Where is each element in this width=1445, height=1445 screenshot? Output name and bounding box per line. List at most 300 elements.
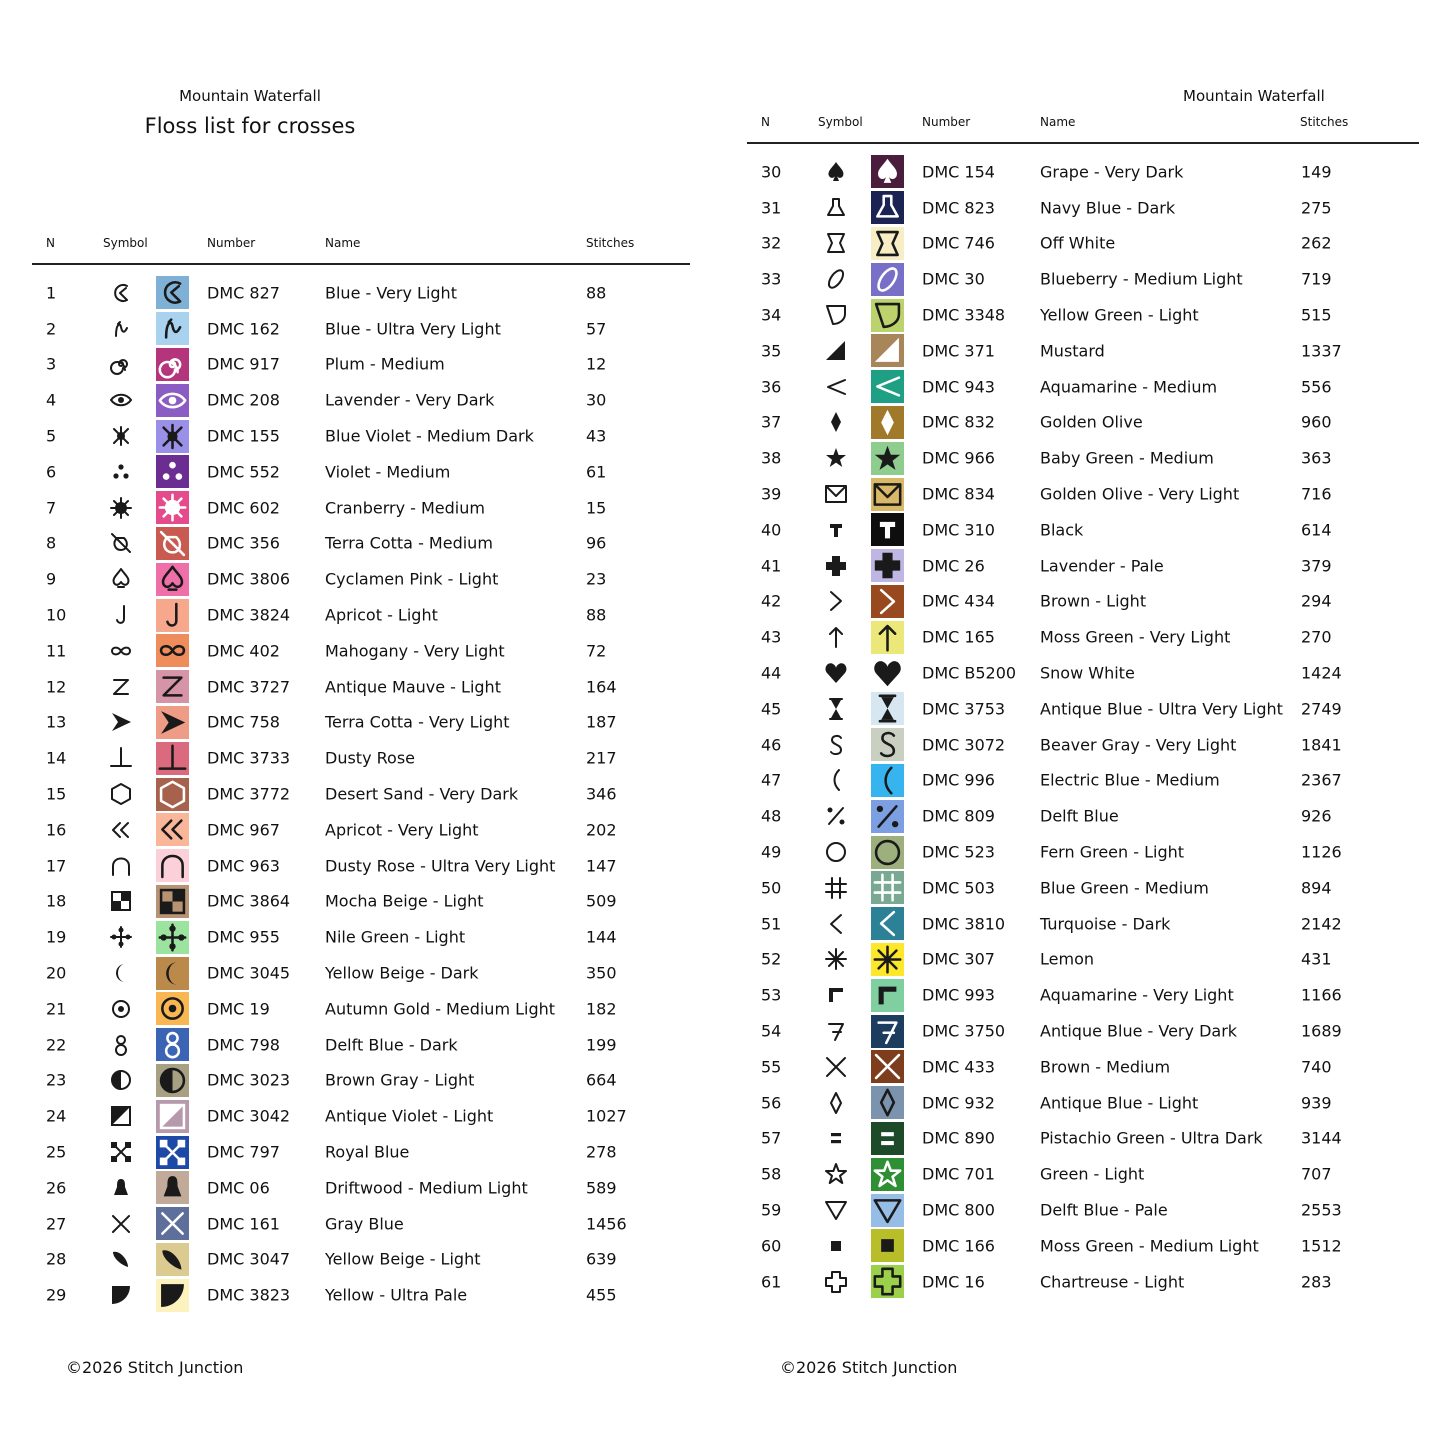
stitch-count: 346 — [586, 784, 617, 804]
floss-name: Navy Blue - Dark — [1040, 198, 1176, 218]
floss-number: DMC 834 — [922, 484, 995, 504]
floss-row — [32, 919, 690, 955]
stitch-count: 431 — [1301, 949, 1332, 969]
floss-name: Brown - Light — [1040, 591, 1147, 611]
bell-icon — [108, 1175, 134, 1201]
row-number: 8 — [46, 533, 57, 553]
stitch-count: 664 — [586, 1070, 617, 1090]
floss-name: Blueberry - Medium Light — [1040, 269, 1243, 289]
floss-name: Brown - Medium — [1040, 1057, 1171, 1077]
color-swatch — [871, 513, 904, 546]
color-swatch — [156, 1100, 189, 1133]
floss-number: DMC 402 — [207, 641, 280, 661]
row-number: 21 — [46, 999, 67, 1019]
arrowhead-right-icon — [108, 709, 134, 735]
floss-number: DMC 993 — [922, 985, 995, 1005]
stitch-count: 57 — [586, 319, 607, 339]
floss-number: DMC 3072 — [922, 735, 1006, 755]
spade-icon — [823, 159, 849, 185]
figure-eight-icon — [108, 1032, 134, 1058]
floss-number: DMC 3047 — [207, 1249, 291, 1269]
floss-name: Snow White — [1040, 663, 1135, 683]
infinity-icon — [108, 638, 134, 664]
floss-row — [32, 347, 690, 383]
stitch-count: 217 — [586, 748, 617, 768]
floss-row — [747, 154, 1419, 190]
floss-row — [32, 1134, 690, 1170]
floss-name: Delft Blue - Pale — [1040, 1200, 1168, 1220]
chevron-right-icon — [823, 588, 849, 614]
floss-name: Desert Sand - Very Dark — [325, 784, 519, 804]
row-number: 12 — [46, 677, 67, 697]
floss-row — [747, 1192, 1419, 1228]
floss-row — [747, 1013, 1419, 1049]
floss-name: Mustard — [1040, 341, 1105, 361]
color-swatch — [871, 1265, 904, 1298]
color-swatch — [871, 871, 904, 904]
floss-number: DMC 06 — [207, 1178, 270, 1198]
floss-name: Moss Green - Medium Light — [1040, 1236, 1259, 1256]
floss-row — [32, 1098, 690, 1134]
floss-row — [32, 490, 690, 526]
color-swatch — [871, 728, 904, 761]
floss-name: Yellow Beige - Light — [325, 1249, 481, 1269]
floss-number: DMC 996 — [922, 770, 995, 790]
col-number: Number — [922, 115, 971, 129]
header-rule — [32, 263, 690, 265]
corner-bracket-icon — [823, 982, 849, 1008]
color-swatch — [871, 1122, 904, 1155]
color-swatch — [871, 585, 904, 618]
chevron-left-icon — [823, 911, 849, 937]
row-number: 23 — [46, 1070, 67, 1090]
plus-block-icon — [823, 553, 849, 579]
row-number: 45 — [761, 699, 782, 719]
row-number: 7 — [46, 498, 57, 518]
floss-name: Golden Olive - Very Light — [1040, 484, 1240, 504]
color-swatch — [871, 549, 904, 582]
floss-row — [747, 798, 1419, 834]
floss-row — [747, 834, 1419, 870]
sunburst-icon — [108, 495, 134, 521]
floss-number: DMC B5200 — [922, 663, 1017, 683]
floss-number: DMC 963 — [207, 856, 280, 876]
quarter-circle-icon — [108, 1282, 134, 1308]
floss-number: DMC 3023 — [207, 1070, 291, 1090]
perpendicular-icon — [108, 745, 134, 771]
row-number: 38 — [761, 448, 782, 468]
stitch-count: 88 — [586, 605, 607, 625]
color-swatch — [871, 907, 904, 940]
color-swatch — [156, 706, 189, 739]
color-swatch — [156, 455, 189, 488]
stitch-count: 614 — [1301, 520, 1332, 540]
floss-row — [747, 333, 1419, 369]
col-n: N — [761, 115, 770, 129]
spiral-icon — [108, 351, 134, 377]
color-swatch — [156, 849, 189, 882]
stitch-count: 283 — [1301, 1272, 1332, 1292]
floss-row — [32, 275, 690, 311]
stitch-count: 719 — [1301, 269, 1332, 289]
floss-name: Antique Mauve - Light — [325, 677, 501, 697]
floss-row — [32, 991, 690, 1027]
floss-row — [32, 633, 690, 669]
stitch-count: 926 — [1301, 806, 1332, 826]
floss-row — [747, 977, 1419, 1013]
row-number: 28 — [46, 1249, 67, 1269]
left-hook-icon — [108, 280, 134, 306]
floss-number: DMC 932 — [922, 1093, 995, 1113]
hexagon-icon — [108, 781, 134, 807]
crossed-drop-icon — [108, 530, 134, 556]
floss-number: DMC 503 — [922, 878, 995, 898]
floss-row — [32, 1170, 690, 1206]
page-subtitle: Floss list for crosses — [144, 114, 356, 138]
color-swatch — [156, 1028, 189, 1061]
row-number: 57 — [761, 1128, 782, 1148]
floss-row — [747, 405, 1419, 441]
floss-number: DMC 800 — [922, 1200, 995, 1220]
row-number: 48 — [761, 806, 782, 826]
cross-outline-icon — [823, 1269, 849, 1295]
copyright: ©2026 Stitch Junction — [66, 1358, 244, 1377]
floss-name: Mocha Beige - Light — [325, 891, 484, 911]
row-number: 47 — [761, 770, 782, 790]
floss-row — [747, 548, 1419, 584]
envelope-icon — [823, 481, 849, 507]
stitch-count: 363 — [1301, 448, 1332, 468]
floss-row — [32, 740, 690, 776]
stitch-count: 30 — [586, 390, 607, 410]
row-number: 24 — [46, 1106, 67, 1126]
star-icon — [823, 445, 849, 471]
stitch-count: 3144 — [1301, 1128, 1342, 1148]
floss-row — [32, 776, 690, 812]
floss-number: DMC 208 — [207, 390, 280, 410]
color-swatch — [871, 370, 904, 403]
floss-name: Golden Olive — [1040, 412, 1143, 432]
floss-row — [747, 226, 1419, 262]
floss-table — [747, 154, 1419, 1300]
arch-icon — [108, 853, 134, 879]
floss-name: Antique Blue - Very Dark — [1040, 1021, 1238, 1041]
floss-row — [32, 812, 690, 848]
stitch-count: 187 — [586, 712, 617, 732]
stitch-count: 270 — [1301, 627, 1332, 647]
floss-name: Terra Cotta - Medium — [325, 533, 493, 553]
row-number: 3 — [46, 354, 57, 374]
stitch-count: 509 — [586, 891, 617, 911]
color-swatch — [156, 885, 189, 918]
color-swatch — [871, 227, 904, 260]
row-number: 18 — [46, 891, 67, 911]
stitch-count: 2553 — [1301, 1200, 1342, 1220]
floss-name: Yellow Green - Light — [1040, 305, 1199, 325]
floss-number: DMC 19 — [207, 999, 270, 1019]
floss-number: DMC 165 — [922, 627, 995, 647]
color-swatch — [871, 943, 904, 976]
stitch-count: 1689 — [1301, 1021, 1342, 1041]
floss-row — [32, 884, 690, 920]
floss-number: DMC 797 — [207, 1142, 280, 1162]
floss-row — [32, 454, 690, 490]
spade-outline-icon — [108, 566, 134, 592]
checker-icon — [108, 888, 134, 914]
color-swatch — [156, 1207, 189, 1240]
floss-name: Lavender - Pale — [1040, 556, 1164, 576]
color-swatch — [871, 442, 904, 475]
stitch-count: 88 — [586, 283, 607, 303]
copyright: ©2026 Stitch Junction — [780, 1358, 958, 1377]
floss-name: Terra Cotta - Very Light — [325, 712, 510, 732]
oval-slash-icon — [823, 266, 849, 292]
floss-name: Blue - Very Light — [325, 283, 457, 303]
stitch-count: 262 — [1301, 233, 1332, 253]
row-number: 5 — [46, 426, 57, 446]
row-number: 30 — [761, 162, 782, 182]
floss-number: DMC 3727 — [207, 677, 291, 697]
floss-name: Mahogany - Very Light — [325, 641, 505, 661]
bell-outline-icon — [823, 195, 849, 221]
floss-name: Lemon — [1040, 949, 1094, 969]
floss-row — [32, 1027, 690, 1063]
s-letter-icon — [823, 732, 849, 758]
floss-name: Apricot - Very Light — [325, 820, 479, 840]
floss-name: Moss Green - Very Light — [1040, 627, 1231, 647]
row-number: 56 — [761, 1093, 782, 1113]
stitch-count: 2749 — [1301, 699, 1342, 719]
leaf-icon — [108, 1246, 134, 1272]
row-number: 6 — [46, 462, 57, 482]
color-swatch — [156, 276, 189, 309]
color-swatch — [156, 1279, 189, 1312]
color-swatch — [871, 1086, 904, 1119]
heart-icon — [823, 660, 849, 686]
stitch-count: 164 — [586, 677, 617, 697]
floss-name: Grape - Very Dark — [1040, 162, 1184, 182]
floss-name: Fern Green - Light — [1040, 842, 1185, 862]
equals-icon — [823, 1125, 849, 1151]
floss-name: Off White — [1040, 233, 1116, 253]
floss-name: Plum - Medium — [325, 354, 445, 374]
floss-name: Baby Green - Medium — [1040, 448, 1214, 468]
color-swatch — [871, 334, 904, 367]
color-swatch — [156, 527, 189, 560]
floss-number: DMC 523 — [922, 842, 995, 862]
floss-number: DMC 3772 — [207, 784, 291, 804]
color-swatch — [156, 1243, 189, 1276]
col-name: Name — [325, 236, 361, 250]
x-thin-icon — [823, 1054, 849, 1080]
floss-name: Brown Gray - Light — [325, 1070, 475, 1090]
stitch-count: 2367 — [1301, 770, 1342, 790]
floss-row — [32, 1277, 690, 1313]
floss-row — [32, 955, 690, 991]
floss-number: DMC 307 — [922, 949, 995, 969]
star-burst-icon — [108, 423, 134, 449]
arrow-up-icon — [823, 624, 849, 650]
stitch-count: 1126 — [1301, 842, 1342, 862]
floss-row — [32, 1206, 690, 1242]
header-rule — [747, 142, 1419, 144]
floss-number: DMC 3806 — [207, 569, 291, 589]
row-number: 44 — [761, 663, 782, 683]
floss-number: DMC 3823 — [207, 1285, 291, 1305]
floss-number: DMC 758 — [207, 712, 280, 732]
color-swatch — [156, 957, 189, 990]
stitch-count: 1337 — [1301, 341, 1342, 361]
row-number: 13 — [46, 712, 67, 732]
row-number: 50 — [761, 878, 782, 898]
row-number: 51 — [761, 914, 782, 934]
floss-name: Blue - Ultra Very Light — [325, 319, 501, 339]
stitch-count: 589 — [586, 1178, 617, 1198]
floss-name: Turquoise - Dark — [1040, 914, 1171, 934]
floss-row — [747, 261, 1419, 297]
stitch-count: 1027 — [586, 1106, 627, 1126]
color-swatch — [871, 478, 904, 511]
row-number: 49 — [761, 842, 782, 862]
floss-name: Gray Blue — [325, 1214, 404, 1234]
color-swatch — [156, 813, 189, 846]
crescent-icon — [108, 960, 134, 986]
floss-row — [32, 848, 690, 884]
floss-number: DMC 310 — [922, 520, 995, 540]
color-swatch — [871, 621, 904, 654]
floss-number: DMC 356 — [207, 533, 280, 553]
floss-number: DMC 809 — [922, 806, 995, 826]
row-number: 29 — [46, 1285, 67, 1305]
row-number: 20 — [46, 963, 67, 983]
paren-icon — [823, 767, 849, 793]
stitch-count: 1424 — [1301, 663, 1342, 683]
row-number: 59 — [761, 1200, 782, 1220]
color-swatch — [156, 1136, 189, 1169]
floss-row — [747, 1085, 1419, 1121]
floss-row — [747, 584, 1419, 620]
floss-name: Aquamarine - Medium — [1040, 377, 1218, 397]
color-swatch — [156, 778, 189, 811]
diamond-icon — [823, 409, 849, 435]
floss-number: DMC 371 — [922, 341, 995, 361]
stitch-count: 556 — [1301, 377, 1332, 397]
color-swatch — [871, 1015, 904, 1048]
color-swatch — [871, 1194, 904, 1227]
color-swatch — [156, 921, 189, 954]
stitch-count: 515 — [1301, 305, 1332, 325]
stitch-count: 182 — [586, 999, 617, 1019]
row-number: 39 — [761, 484, 782, 504]
floss-number: DMC 701 — [922, 1164, 995, 1184]
floss-row — [747, 1156, 1419, 1192]
floss-row — [32, 1242, 690, 1278]
stitch-count: 2142 — [1301, 914, 1342, 934]
floss-name: Blue Green - Medium — [1040, 878, 1209, 898]
color-swatch — [156, 420, 189, 453]
color-swatch — [156, 312, 189, 345]
floss-number: DMC 30 — [922, 269, 985, 289]
floss-number: DMC 967 — [207, 820, 280, 840]
row-number: 40 — [761, 520, 782, 540]
stitch-count: 96 — [586, 533, 607, 553]
color-swatch — [871, 191, 904, 224]
floss-number: DMC 3750 — [922, 1021, 1006, 1041]
floss-number: DMC 602 — [207, 498, 280, 518]
stitch-count: 202 — [586, 820, 617, 840]
stitch-count: 199 — [586, 1035, 617, 1055]
floss-number: DMC 161 — [207, 1214, 280, 1234]
floss-row — [747, 440, 1419, 476]
color-swatch — [871, 1050, 904, 1083]
floss-row — [32, 1063, 690, 1099]
chart-title: Mountain Waterfall — [179, 87, 321, 105]
row-number: 10 — [46, 605, 67, 625]
floss-name: Dusty Rose - Ultra Very Light — [325, 856, 556, 876]
row-number: 43 — [761, 627, 782, 647]
row-number: 35 — [761, 341, 782, 361]
color-swatch — [871, 1229, 904, 1262]
floss-number: DMC 823 — [922, 198, 995, 218]
floss-row — [32, 597, 690, 633]
floss-name: Royal Blue — [325, 1142, 410, 1162]
squiggle-icon — [108, 316, 134, 342]
stitch-count: 740 — [1301, 1057, 1332, 1077]
floss-row — [747, 942, 1419, 978]
row-number: 36 — [761, 377, 782, 397]
floss-name: Blue Violet - Medium Dark — [325, 426, 534, 446]
stitch-count: 72 — [586, 641, 607, 661]
floss-number: DMC 433 — [922, 1057, 995, 1077]
right-triangle-icon — [823, 338, 849, 364]
floss-number: DMC 3810 — [922, 914, 1006, 934]
floss-row — [32, 526, 690, 562]
floss-name: Autumn Gold - Medium Light — [325, 999, 556, 1019]
stitch-count: 23 — [586, 569, 607, 589]
floss-row — [747, 1264, 1419, 1300]
half-circle-icon — [108, 1067, 134, 1093]
row-number: 61 — [761, 1272, 782, 1292]
stitch-count: 894 — [1301, 878, 1332, 898]
row-number: 14 — [46, 748, 67, 768]
floss-number: DMC 943 — [922, 377, 995, 397]
j-hook-icon — [108, 602, 134, 628]
floss-row — [747, 190, 1419, 226]
percent-icon — [823, 803, 849, 829]
floss-number: DMC 832 — [922, 412, 995, 432]
circle-icon — [823, 839, 849, 865]
floss-name: Antique Blue - Light — [1040, 1093, 1199, 1113]
stitch-count: 61 — [586, 462, 607, 482]
stitch-count: 1456 — [586, 1214, 627, 1234]
floss-number: DMC 3753 — [922, 699, 1006, 719]
row-number: 2 — [46, 319, 57, 339]
stitch-count: 43 — [586, 426, 607, 446]
row-number: 60 — [761, 1236, 782, 1256]
stitch-count: 1512 — [1301, 1236, 1342, 1256]
floss-number: DMC 552 — [207, 462, 280, 482]
floss-row — [747, 691, 1419, 727]
floss-name: Cyclamen Pink - Light — [325, 569, 499, 589]
stitch-count: 939 — [1301, 1093, 1332, 1113]
stitch-count: 294 — [1301, 591, 1332, 611]
floss-number: DMC 155 — [207, 426, 280, 446]
stitch-count: 12 — [586, 354, 607, 374]
floss-row — [747, 619, 1419, 655]
table-header — [747, 115, 1419, 135]
row-number: 32 — [761, 233, 782, 253]
floss-name: Yellow - Ultra Pale — [325, 1285, 468, 1305]
